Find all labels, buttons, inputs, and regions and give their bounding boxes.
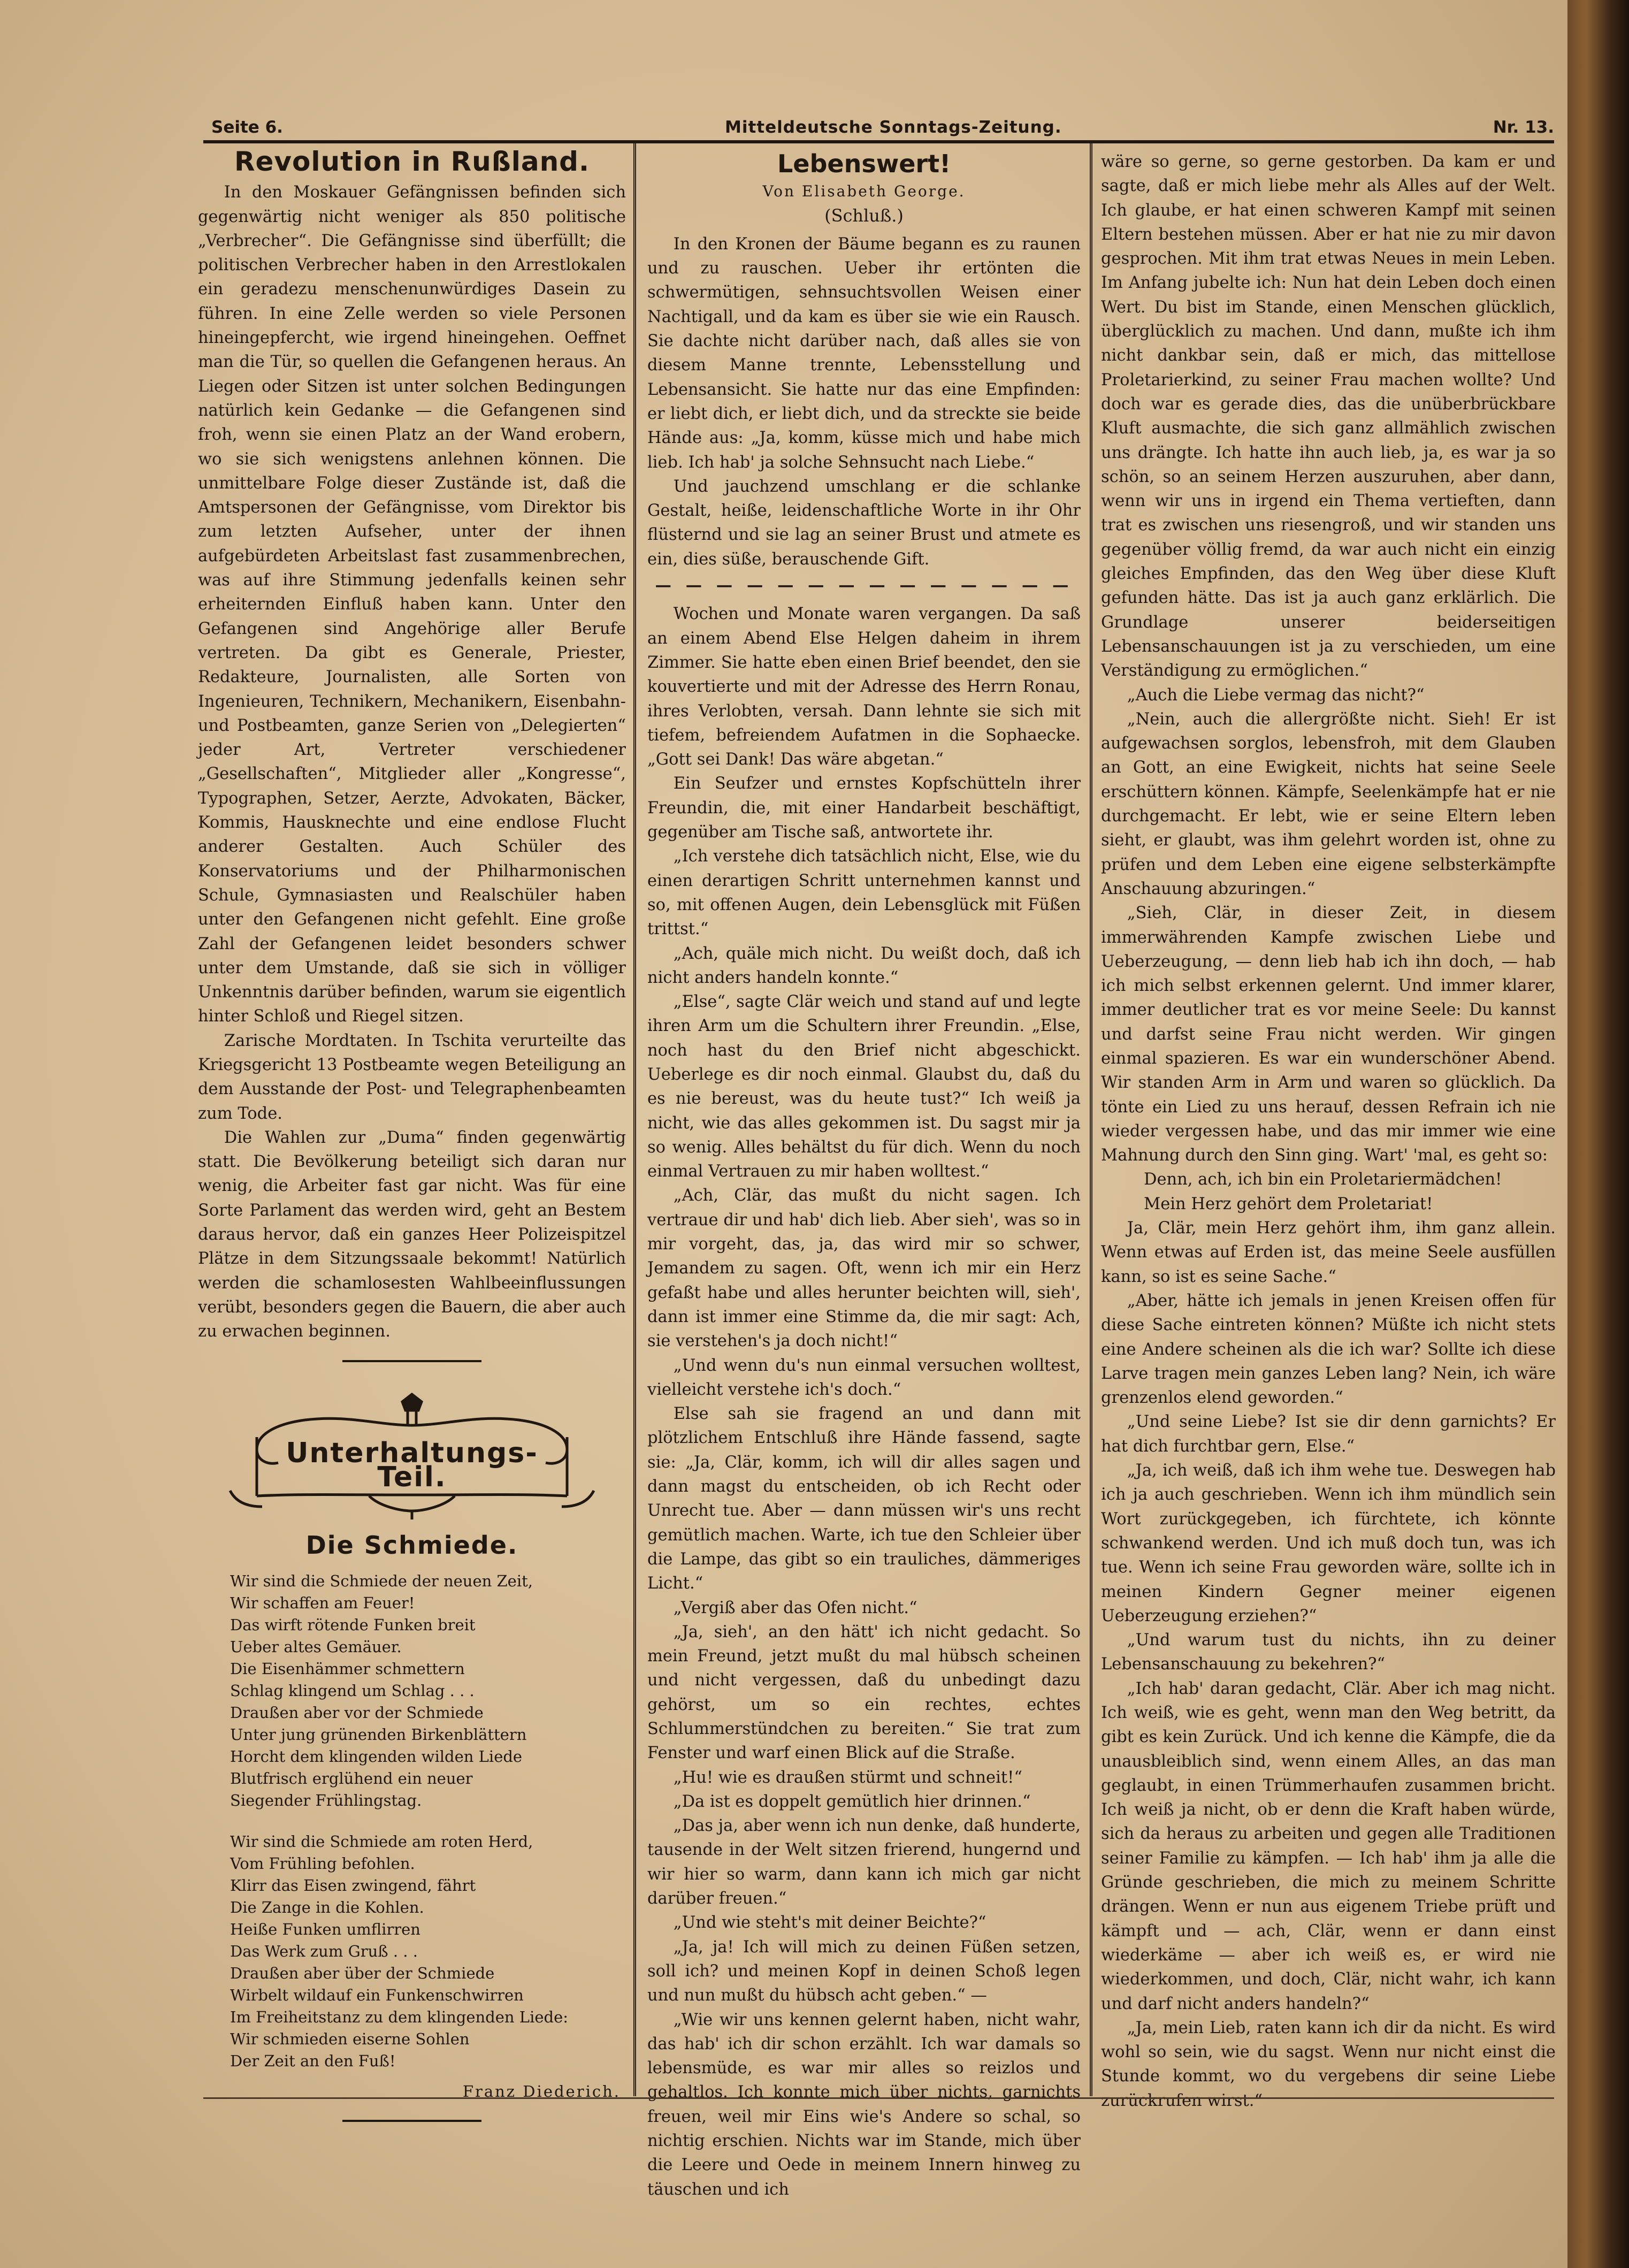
story-byline: Von Elisabeth George. — [762, 182, 966, 201]
poem-line: Wir schaffen am Feuer! — [230, 1593, 415, 1612]
story-part: (Schluß.) — [824, 205, 904, 226]
page-header — [211, 112, 1554, 144]
song-line: Denn, ach, ich bin ein Proletariermädchen! — [1144, 1170, 1502, 1189]
story-paragraph: Und jauchzend umschlang er die schlanke Gestalt, heiße, leidenschaftliche Worte in ihr Ohr flüsternd und sie lag an seiner Brust und atmete es ein, dies süße, berauschende Gift. — [647, 477, 1081, 569]
story-paragraph: „Da ist es doppelt gemütlich hier drinnen.“ — [673, 1792, 1031, 1811]
column-divider-2 — [1090, 143, 1092, 2096]
story-paragraph: „Vergiß aber das Ofen nicht.“ — [673, 1598, 917, 1617]
poem-line: Wir sind die Schmiede der neuen Zeit, — [230, 1571, 533, 1590]
poem-line: Ueber altes Gemäuer. — [230, 1637, 402, 1656]
story-paragraph: „Ach, Clär, das mußt du nicht sagen. Ich vertraue dir und hab' dich lieb. Aber sieh', was so in mir vorgeht, das, ja, das wird mir so schwer, Jemandem zu sagen. Oft, wenn ich mir ein Herz gefaßt habe und alles herunter beichten will, sieh', dann ist immer eine Stimme da, die mir sagt: Ach, sie verstehen's ja doch nicht!“ — [647, 1186, 1081, 1351]
song-refrain — [1144, 1167, 1556, 1216]
section-divider — [342, 1360, 481, 1362]
poem-line: Unter jung grünenden Birkenblättern — [230, 1725, 527, 1744]
story-paragraph: „Und seine Liebe? Ist sie dir denn garnichts? Er hat dich furchtbar gern, Else.“ — [1101, 1412, 1556, 1456]
poem-line: Das Werk zum Gruß . . . — [230, 1942, 418, 1960]
poem-line: Der Zeit an den Fuß! — [230, 2051, 396, 2070]
section-banner — [209, 1384, 615, 1523]
story-paragraph: „Aber, hätte ich jemals in jenen Kreisen offen für diese Sache eintreten können? Müßte ich nicht stets eine Andere scheinen als die ich war? Sollte ich diese Larve tragen mein ganzes Leben lang? Nein, ich wäre grenzenlos elend geworden.“ — [1101, 1291, 1556, 1408]
story-paragraph: Ja, Clär, mein Herz gehört ihm, ihm ganz allein. Wenn etwas auf Erden ist, das meine Seele ausfüllen kann, so ist es seine Sache.“ — [1101, 1219, 1556, 1286]
poem-line: Vom Frühling befohlen. — [230, 1854, 415, 1873]
poem-author: Franz Diederich. — [462, 2082, 621, 2101]
story-paragraph: „Ich verstehe dich tatsächlich nicht, Else, wie du einen derartigen Schritt unternehmen kannst und so, mit offenen Augen, dein Lebensglück mit Füßen trittst.“ — [647, 847, 1081, 939]
story-paragraph: „Und warum tust du nichts, ihn zu deiner Lebensanschauung zu bekehren?“ — [1101, 1631, 1556, 1674]
story-paragraph: „Sieh, Clär, in dieser Zeit, in diesem immerwährenden Kampfe zwischen Liebe und Ueberzeugung, — denn lieb hab ich ihn doch, — hab ich mich selbst erkennen gelernt. Und immer klarer, immer deutlicher trat es vor meine Seele: Du kannst und darfst seine Frau nicht werden. Wir gingen einmal spazieren. Es war ein wunderschöner Abend. Wir standen Arm in Arm und waren so glücklich. Da tönte ein Lied zu uns herauf, dessen Refrain ich nie wieder vergessen habe, und das mir immer wie eine Mahnung durch den Sinn ging. Wart' 'mal, es geht so: — [1101, 904, 1556, 1165]
story-paragraph: „Ja, ich weiß, daß ich ihm wehe tue. Deswegen hab ich ja auch geschrieben. Wenn ich ihm mündlich sein Wort zurückgegeben, ich fürchtete, ich könnte schwankend werden. Und ich muß doch tun, was ich tue. Wenn ich seine Frau geworden wäre, sollte ich in meinen Kindern Gegner meiner eigenen Ueberzeugung erziehen?“ — [1101, 1461, 1556, 1625]
story-paragraph: „Und wenn du's nun einmal versuchen wolltest, vielleicht verstehe ich's doch.“ — [647, 1356, 1081, 1399]
book-binding — [1567, 0, 1629, 2268]
story-paragraph: „Nein, auch die allergrößte nicht. Sieh! Er ist aufgewachsen sorglos, lebensfroh, mit dem Glauben an Gott, an eine Ewigkeit, nichts hat seine Seele erschüttern können. Kämpfe, Seelenkämpfe hat er nie durchgemacht. Er lebt, wie er seine Eltern leben sieht, er glaubt, was ihm gelehrt worden ist, ohne zu prüfen und dem Leben eine eigene selbsterkämpfte Anschauung abzuringen.“ — [1101, 709, 1556, 898]
poem-line: Siegender Frühlingstag. — [230, 1791, 422, 1809]
story-paragraph: „Ich hab' daran gedacht, Clär. Aber ich mag nicht. Ich weiß, wie es geht, wenn man den Weg betritt, da gibt es kein Zurück. Und ich kenne die Kämpfe, die da unausbleiblich sind, wenn einem Alles, an das man geglaubt, in einen Trümmerhaufen zusammen bricht. Ich weiß ja nicht, ob er denn die Kraft haben würde, sich da heraus zu arbeiten und gegen alle Traditionen seiner Familie zu kämpfen. — Ich hab' ihm ja alle die Gründe geschrieben, die mich zu meinem Schritte drängen. Wenn er nun aus eigenem Triebe prüft und kämpft und — ach, Clär, wenn er dann einst wiederkäme — aber ich weiß es, er wird nie wiederkommen, und doch, Clär, nicht wahr, ich kann und darf nicht anders handeln?“ — [1101, 1679, 1556, 2013]
poem-line: Heiße Funken umflirren — [230, 1920, 420, 1938]
poem-line: Im Freiheitstanz zu dem klingenden Liede: — [230, 2007, 568, 2026]
poem-line: Wirbelt wildauf ein Funkenschwirren — [230, 1986, 524, 2004]
column-divider-1 — [633, 143, 636, 2096]
poem-line: Horcht dem klingenden wilden Liede — [230, 1747, 523, 1766]
poem-line: Draußen aber über der Schmiede — [230, 1964, 495, 1982]
story-paragraph: Else sah sie fragend an und dann mit plötzlichem Entschluß ihre Hände fassend, sagte sie: „Ja, Clär, komm, ich will dir alles sagen und dann magst du entscheiden, ob ich Recht oder Unrecht tue. Aber — dann müssen wir's uns recht gemütlich machen. Warte, ich tue den Schleier über die Lampe, das gibt so ein trauliches, dämmeriges Licht.“ — [647, 1404, 1081, 1593]
poem-line: Wir schmieden eiserne Sohlen — [230, 2029, 470, 2048]
page-number: Seite 6. — [211, 118, 283, 137]
song-line: Mein Herz gehört dem Proletariat! — [1144, 1194, 1433, 1213]
story-paragraph: „Else“, sagte Clär weich und stand auf und legte ihren Arm um die Schultern ihrer Freundin. „Else, noch hast du den Brief nicht abgeschickt. Ueberlege es dir noch einmal. Glaubst du, daß du es nie bereust, was du heute tust?“ Ich weiß ja nicht, wie das alles gekommen ist. Du sagst mir ja so wenig. Alles behältst du für dich. Wenn du noch einmal Vertrauen zu mir haben wolltest.“ — [647, 992, 1081, 1181]
poem-line: Draußen aber vor der Schmiede — [230, 1703, 484, 1722]
poem-line: Schlag klingend um Schlag . . . — [230, 1681, 475, 1700]
end-divider — [342, 2120, 481, 2122]
story-paragraph: „Ach, quäle mich nicht. Du weißt doch, daß ich nicht anders handeln konnte.“ — [647, 944, 1081, 987]
poem-title: Die Schmiede. — [305, 1530, 518, 1560]
story-paragraph: „Hu! wie es draußen stürmt und schneit!“ — [673, 1768, 1022, 1787]
bottom-edge-rule — [203, 2097, 1554, 2099]
section-banner-title: Unterhaltungs-Teil. — [286, 1437, 538, 1493]
story-paragraph: In den Kronen der Bäume begann es zu raunen und zu rauschen. Ueber ihr ertönten die schwermütigen, sehnsuchtsvollen Weisen einer Nachtigall, und da kam es über sie wie ein Rausch. Sie dachte nicht darüber nach, daß alles sie von diesem Manne trennte, Lebensstellung und Lebensansicht. Sie hatte nur das eine Empfinden: er liebt dich, er liebt dich, und da streckte sie beide Hände aus: „Ja, komm, küsse mich und habe mich lieb. Ich hab' ja solche Sehnsucht nach Liebe.“ — [647, 234, 1081, 472]
story-paragraph: „Wie wir uns kennen gelernt haben, nicht wahr, das hab' ich dir schon erzählt. Ich war damals so lebensmüde, es war mir alles so reizlos und gehaltlos. Ich konnte mich über nichts, garnichts freuen, weil mir Eins wie's Andere so schal, so nichtig erschien. Nichts war im Stande, mich über die Leere und Oede in meinem Innern hinweg zu täuschen und ich — [647, 2010, 1081, 2199]
poem-line: Die Eisenhämmer schmettern — [230, 1659, 465, 1678]
story-paragraph: „Das ja, aber wenn ich nun denke, daß hunderte, tausende in der Welt sitzen frierend, hungernd und wir hier so warm, dann kann ich mich gar nicht darüber freuen.“ — [647, 1816, 1081, 1908]
column-middle — [647, 150, 1081, 2202]
article-headline-revolution: Revolution in Rußland. — [234, 146, 590, 177]
issue-number: Nr. 13. — [1493, 118, 1554, 137]
header-rule — [203, 140, 1554, 143]
story-paragraph: „Ja, sieh', an den hätt' ich nicht gedacht. So mein Freund, jetzt mußt du mal hübsch scheinen und nicht vergessen, daß du unbedingt dazu gehörst, um so ein rechtes, echtes Schlummerstündchen zu bereiten.“ Sie trat zum Fenster und warf einen Blick auf die Straße. — [647, 1622, 1081, 1763]
poem-line: Die Zange in die Kohlen. — [230, 1898, 424, 1916]
story-paragraph: Wochen und Monate waren vergangen. Da saß an einem Abend Else Helgen daheim in ihrem Zimmer. Sie hatte eben einen Brief beendet, den sie kouvertierte und mit der Adresse des Herrn Ronau, ihres Verlobten, versah. Dann lehnte sie sich mit tiefem, befreiendem Aufatmen in die Sophaecke. „Gott sei Dank! Das wäre abgetan.“ — [647, 605, 1081, 769]
scene-separator: — — — — — — — — — — — — — — — [655, 576, 1073, 595]
story-paragraph: wäre so gerne, so gerne gestorben. Da kam er und sagte, daß er mich liebe mehr als Alles auf der Welt. Ich glaube, er hat einen schweren Kampf mit seinen Eltern bestehen müssen. Aber er hat nie zu mir davon gesprochen. Mit ihm trat etwas Neues in mein Leben. Im Anfang jubelte ich: Nun hat dein Leben doch einen Wert. Du bist im Stande, einen Menschen glücklich, überglücklich zu machen. Und dann, mußte ich ihm nicht dankbar sein, daß er mich, das mittellose Proletarierkind, zu seiner Frau machen wollte? Und doch war es gerade dies, das die unüberbrückbare Kluft ausmachte, die sich ganz allmählich zwischen uns drängte. Ich hatte ihn auch lieb, ja, es war ja so schön, so an seinem Herzen auszuruhen, aber dann, wenn wir uns in irgend ein Thema vertieften, dann trat es zwischen uns riesengroß, und wir standen uns gegenüber völlig fremd, da war auch nicht ein einzig gleiches Empfinden, das den Weg über diese Kluft gefunden hätte. Das ist ja auch ganz erklärlich. Die Grundlage unserer beiderseitigen Lebensanschauungen ist ja zu verschieden, um eine Verständigung zu ermöglichen.“ — [1101, 152, 1556, 681]
column-right — [1101, 150, 1556, 2113]
story-paragraph: „Auch die Liebe vermag das nicht?“ — [1127, 685, 1425, 705]
article-paragraph: In den Moskauer Gefängnissen befinden sich gegenwärtig nicht weniger als 850 politische „Verbrecher“. Die Gefängnisse sind überfüllt; die politischen Verbrecher haben in den Arrestlokalen ein geradezu menschenunwürdiges Dasein zu führen. In eine Zelle werden so viele Personen hineingepfercht, wie irgend hineingehen. Oeffnet man die Tür, so quellen die Gefangenen heraus. An Liegen oder Sitzen ist unter solchen Bedingungen natürlich kein Gedanke — die Gefangenen sind froh, wenn sie einen Platz an der Wand erobern, wo sie sich wenigstens anlehnen können. Die unmittelbare Folge dieser Zustände ist, daß die Amtspersonen der Gefängnisse, vom Direktor bis zum letzten Aufseher, unter der ihnen aufgebürdeten Arbeitslast fast zusammenbrechen, was auf ihre Stimmung jedenfalls keinen sehr erheiternden Einfluß haben kann. Unter den Gefangenen sind Angehörige aller Berufe vertreten. Da gibt es Generale, Priester, Redakteure, Journalisten, alle Sorten von Ingenieuren, Technikern, Mechanikern, Eisenbahn- und Postbeamten, ganze Serien von „Delegierten“ jeder Art, Vertreter verschiedener „Gesellschaften“, Mitglieder aller „Kongresse“, Typographen, Setzer, Aerzte, Advokaten, Bäcker, Kommis, Hausknechte und eine endlose Flucht anderer Gestalten. Auch Schüler des Konservatoriums und der Philharmonischen Schule, Gymnasiasten und Realschüler haben unter den Gefangenen nicht gefehlt. Eine große Zahl der Gefangenen leidet besonders schwer unter dem Umstande, daß sie sich in völliger Unkenntnis darüber befinden, warum sie eigentlich hinter Schloß und Riegel sitzen. — [198, 183, 626, 1026]
column-left — [198, 146, 626, 2138]
poem-line: Klirr das Eisen zwingend, fährt — [230, 1876, 476, 1895]
story-paragraph: „Ja, mein Lieb, raten kann ich dir da nicht. Es wird wohl so sein, wie du sagst. Wenn nur nicht einst die Stunde kommt, wo du vergebens dir seine Liebe zurückrufen wirst.“ — [1101, 2018, 1556, 2110]
article-paragraph: Zarische Mordtaten. In Tschita verurteilte das Kriegsgericht 13 Postbeamte wegen Beteiligung an dem Ausstande der Post- und Telegraphenbeamten zum Tode. — [198, 1031, 626, 1123]
poem-line: Blutfrisch erglühend ein neuer — [230, 1769, 473, 1788]
article-paragraph: Die Wahlen zur „Duma“ finden gegenwärtig statt. Die Bevölkerung beteiligt sich daran nur wenig, die Arbeiter fast gar nicht. Was für eine Sorte Parlament das werden wird, geht an Bestem daraus hervor, daß ein ganzes Heer Polizeispitzel Plätze in dem Sitzungssaale bekommt! Natürlich werden die schamlosesten Wahlbeeinflussungen verübt, besonders gegen die Bauern, die aber auch zu erwachen beginnen. — [198, 1128, 626, 1341]
story-paragraph: Ein Seufzer und ernstes Kopfschütteln ihrer Freundin, die, mit einer Handarbeit beschäftigt, gegenüber am Tische saß, antwortete ihr. — [647, 774, 1081, 842]
story-paragraph: „Ja, ja! Ich will mich zu deinen Füßen setzen, soll ich? und meinen Kopf in deinen Schoß legen und nun mußt du hübsch acht geben.“ — — [647, 1937, 1081, 2005]
story-title: Lebenswert! — [777, 149, 951, 178]
newspaper-name: Mitteldeutsche Sonntags-Zeitung. — [725, 118, 1062, 137]
poem — [230, 1570, 626, 2072]
poem-line: Wir sind die Schmiede am roten Herd, — [230, 1832, 533, 1851]
poem-line: Das wirft rötende Funken breit — [230, 1615, 476, 1634]
story-paragraph: „Und wie steht's mit deiner Beichte?“ — [673, 1913, 986, 1933]
